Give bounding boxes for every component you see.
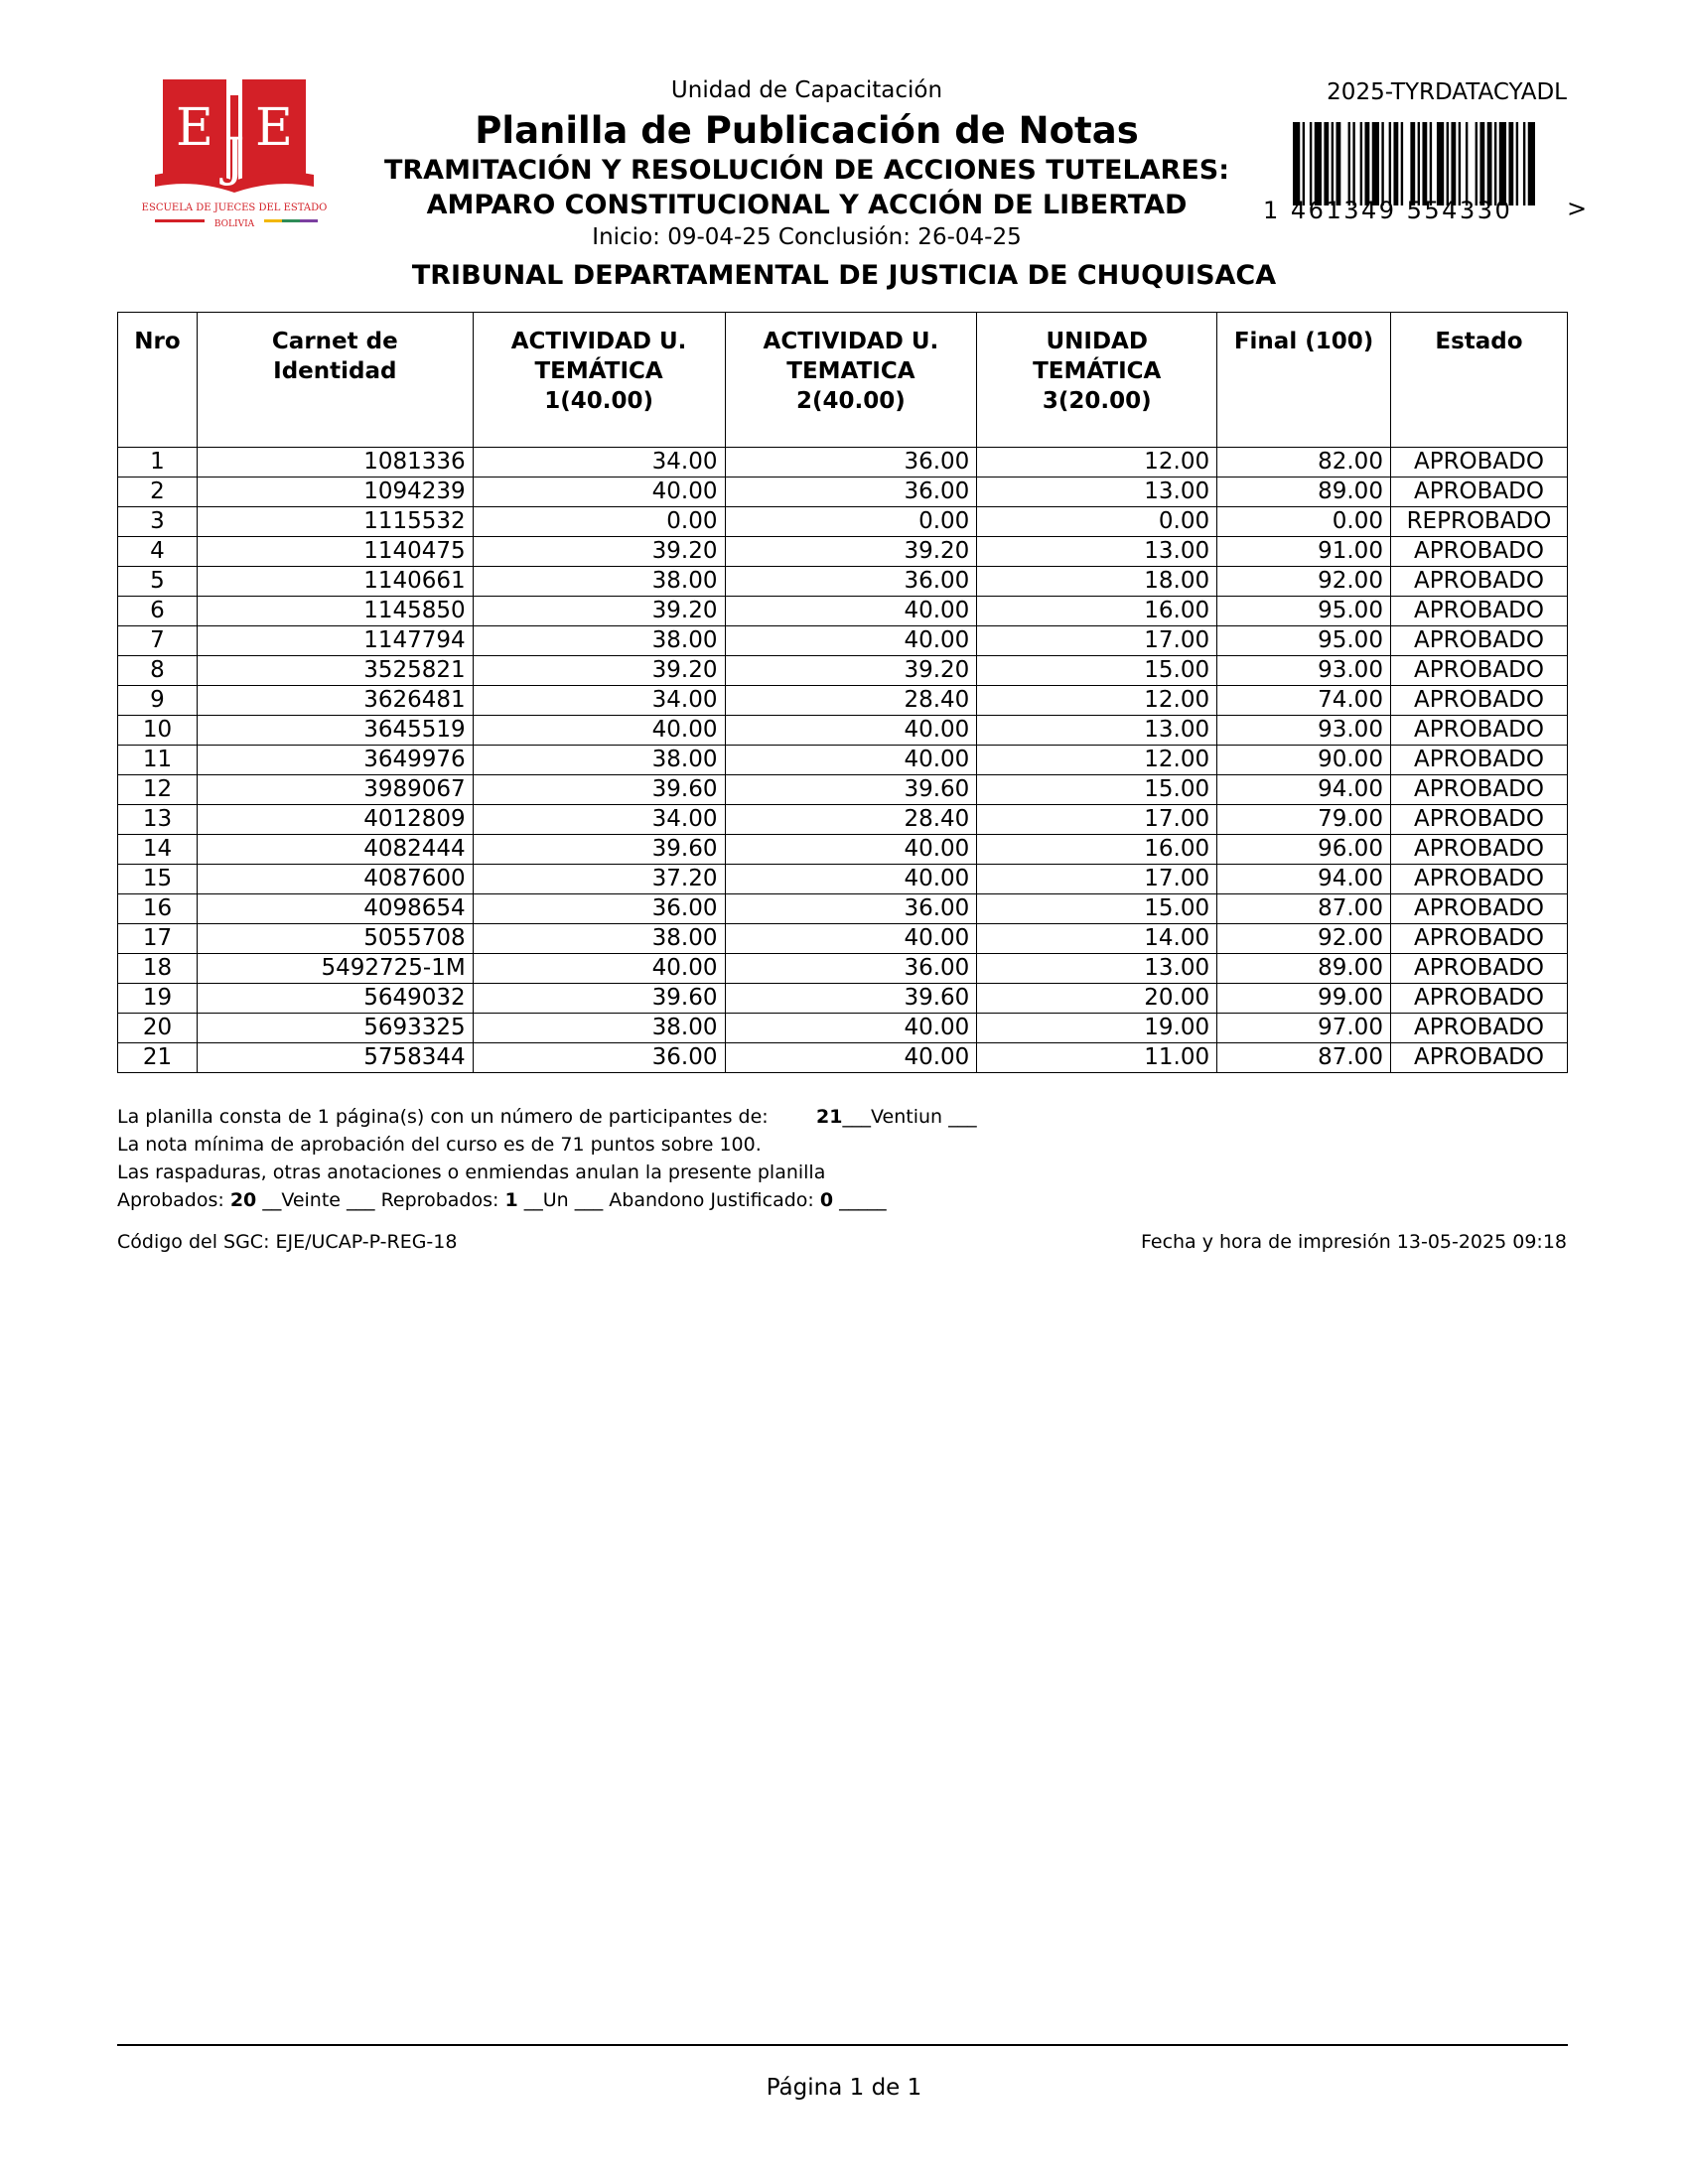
cell-actividad-2: 40.00 xyxy=(725,924,977,954)
results-summary: Aprobados: 20 __Veinte ___ Reprobados: 1 __Un ___ Abandono Justificado: 0 _____ xyxy=(117,1189,887,1211)
table-row xyxy=(118,537,1568,567)
cell-carnet: 3626481 xyxy=(197,686,473,716)
cell-final: 0.00 xyxy=(1217,507,1391,537)
cell-actividad-2: 0.00 xyxy=(725,507,977,537)
cell-nro: 18 xyxy=(118,954,198,984)
cell-unidad-3: 19.00 xyxy=(977,1014,1217,1043)
cell-final: 97.00 xyxy=(1217,1014,1391,1043)
cell-unidad-3: 15.00 xyxy=(977,894,1217,924)
document-code: 2025-TYRDATACYADL xyxy=(1327,79,1567,105)
cell-actividad-2: 40.00 xyxy=(725,1043,977,1073)
cell-actividad-1: 38.00 xyxy=(473,746,725,775)
cell-carnet: 3645519 xyxy=(197,716,473,746)
cell-nro: 17 xyxy=(118,924,198,954)
cell-unidad-3: 16.00 xyxy=(977,597,1217,626)
cell-unidad-3: 14.00 xyxy=(977,924,1217,954)
cell-estado: APROBADO xyxy=(1390,1014,1567,1043)
cell-actividad-1: 38.00 xyxy=(473,567,725,597)
cell-actividad-1: 0.00 xyxy=(473,507,725,537)
cell-estado: APROBADO xyxy=(1390,448,1567,478)
cell-nro: 15 xyxy=(118,865,198,894)
svg-text:E: E xyxy=(255,98,293,158)
course-title-line1: TRAMITACIÓN Y RESOLUCIÓN DE ACCIONES TUTELARES: xyxy=(383,155,1230,186)
table-row xyxy=(118,656,1568,686)
cell-carnet: 5055708 xyxy=(197,924,473,954)
cell-unidad-3: 18.00 xyxy=(977,567,1217,597)
cell-final: 90.00 xyxy=(1217,746,1391,775)
cell-actividad-2: 40.00 xyxy=(725,1014,977,1043)
table-row xyxy=(118,507,1568,537)
cell-actividad-1: 36.00 xyxy=(473,1043,725,1073)
participants-note: La planilla consta de 1 página(s) con un número de participantes de: 21___Ventiun ___ xyxy=(117,1106,977,1128)
cell-actividad-1: 34.00 xyxy=(473,686,725,716)
cell-final: 94.00 xyxy=(1217,775,1391,805)
cell-carnet: 1115532 xyxy=(197,507,473,537)
svg-text:ESCUELA DE JUECES DEL ESTADO: ESCUELA DE JUECES DEL ESTADO xyxy=(141,203,328,213)
table-row xyxy=(118,775,1568,805)
cell-unidad-3: 15.00 xyxy=(977,775,1217,805)
cell-actividad-1: 39.20 xyxy=(473,537,725,567)
cell-estado: APROBADO xyxy=(1390,865,1567,894)
erasure-note: Las raspaduras, otras anotaciones o enmiendas anulan la presente planilla xyxy=(117,1161,826,1183)
cell-unidad-3: 12.00 xyxy=(977,448,1217,478)
cell-final: 95.00 xyxy=(1217,597,1391,626)
cell-nro: 21 xyxy=(118,1043,198,1073)
cell-final: 91.00 xyxy=(1217,537,1391,567)
cell-final: 93.00 xyxy=(1217,656,1391,686)
cell-estado: APROBADO xyxy=(1390,716,1567,746)
cell-nro: 13 xyxy=(118,805,198,835)
cell-actividad-2: 36.00 xyxy=(725,894,977,924)
cell-estado: APROBADO xyxy=(1390,478,1567,507)
table-row xyxy=(118,567,1568,597)
table-row xyxy=(118,984,1568,1014)
cell-nro: 3 xyxy=(118,507,198,537)
cell-actividad-1: 36.00 xyxy=(473,894,725,924)
svg-text:J: J xyxy=(223,128,245,188)
cell-estado: APROBADO xyxy=(1390,894,1567,924)
cell-nro: 8 xyxy=(118,656,198,686)
cell-actividad-2: 40.00 xyxy=(725,835,977,865)
course-title-line2: AMPARO CONSTITUCIONAL Y ACCIÓN DE LIBERTAD xyxy=(426,190,1188,220)
cell-final: 74.00 xyxy=(1217,686,1391,716)
cell-actividad-2: 28.40 xyxy=(725,805,977,835)
cell-unidad-3: 0.00 xyxy=(977,507,1217,537)
cell-unidad-3: 17.00 xyxy=(977,865,1217,894)
cell-estado: APROBADO xyxy=(1390,567,1567,597)
cell-estado: APROBADO xyxy=(1390,984,1567,1014)
cell-carnet: 3525821 xyxy=(197,656,473,686)
cell-carnet: 5693325 xyxy=(197,1014,473,1043)
cell-unidad-3: 16.00 xyxy=(977,835,1217,865)
cell-actividad-1: 34.00 xyxy=(473,805,725,835)
cell-actividad-1: 39.60 xyxy=(473,775,725,805)
table-row xyxy=(118,626,1568,656)
cell-carnet: 3989067 xyxy=(197,775,473,805)
cell-unidad-3: 15.00 xyxy=(977,656,1217,686)
cell-carnet: 4098654 xyxy=(197,894,473,924)
cell-unidad-3: 20.00 xyxy=(977,984,1217,1014)
cell-actividad-2: 36.00 xyxy=(725,954,977,984)
cell-nro: 6 xyxy=(118,597,198,626)
cell-estado: APROBADO xyxy=(1390,924,1567,954)
cell-nro: 7 xyxy=(118,626,198,656)
cell-estado: APROBADO xyxy=(1390,597,1567,626)
cell-carnet: 3649976 xyxy=(197,746,473,775)
cell-actividad-2: 40.00 xyxy=(725,746,977,775)
table-row xyxy=(118,597,1568,626)
table-row xyxy=(118,478,1568,507)
cell-final: 92.00 xyxy=(1217,567,1391,597)
cell-actividad-2: 39.60 xyxy=(725,775,977,805)
cell-actividad-2: 36.00 xyxy=(725,478,977,507)
cell-carnet: 1140475 xyxy=(197,537,473,567)
cell-final: 89.00 xyxy=(1217,478,1391,507)
table-row xyxy=(118,894,1568,924)
table-row xyxy=(118,865,1568,894)
cell-nro: 5 xyxy=(118,567,198,597)
cell-estado: APROBADO xyxy=(1390,835,1567,865)
cell-final: 82.00 xyxy=(1217,448,1391,478)
cell-actividad-1: 38.00 xyxy=(473,924,725,954)
table-row xyxy=(118,835,1568,865)
cell-carnet: 5758344 xyxy=(197,1043,473,1073)
footer-divider xyxy=(117,2044,1568,2046)
cell-actividad-2: 36.00 xyxy=(725,448,977,478)
cell-nro: 16 xyxy=(118,894,198,924)
cell-estado: APROBADO xyxy=(1390,1043,1567,1073)
cell-actividad-1: 39.60 xyxy=(473,835,725,865)
cell-unidad-3: 17.00 xyxy=(977,805,1217,835)
cell-actividad-2: 40.00 xyxy=(725,626,977,656)
cell-carnet: 5649032 xyxy=(197,984,473,1014)
barcode-number: 1 461349 554330 xyxy=(1263,197,1513,224)
cell-actividad-1: 38.00 xyxy=(473,1014,725,1043)
min-grade-note: La nota mínima de aprobación del curso es de 71 puntos sobre 100. xyxy=(117,1134,762,1156)
cell-actividad-2: 40.00 xyxy=(725,716,977,746)
cell-actividad-2: 39.20 xyxy=(725,537,977,567)
cell-carnet: 1145850 xyxy=(197,597,473,626)
cell-actividad-1: 39.20 xyxy=(473,597,725,626)
cell-nro: 4 xyxy=(118,537,198,567)
cell-estado: APROBADO xyxy=(1390,656,1567,686)
cell-carnet: 4012809 xyxy=(197,805,473,835)
cell-actividad-1: 40.00 xyxy=(473,716,725,746)
cell-final: 99.00 xyxy=(1217,984,1391,1014)
barcode-arrow: > xyxy=(1567,195,1588,222)
barcode-icon xyxy=(1293,122,1535,205)
cell-nro: 1 xyxy=(118,448,198,478)
cell-unidad-3: 11.00 xyxy=(977,1043,1217,1073)
cell-carnet: 1081336 xyxy=(197,448,473,478)
cell-carnet: 5492725-1M xyxy=(197,954,473,984)
cell-nro: 14 xyxy=(118,835,198,865)
cell-final: 79.00 xyxy=(1217,805,1391,835)
course-dates: Inicio: 09-04-25 Conclusión: 26-04-25 xyxy=(592,224,1022,250)
cell-actividad-1: 39.60 xyxy=(473,984,725,1014)
cell-unidad-3: 13.00 xyxy=(977,954,1217,984)
cell-unidad-3: 13.00 xyxy=(977,478,1217,507)
unidad-label: Unidad de Capacitación xyxy=(670,77,943,103)
cell-estado: APROBADO xyxy=(1390,805,1567,835)
cell-actividad-2: 39.20 xyxy=(725,656,977,686)
page-title: Planilla de Publicación de Notas xyxy=(475,109,1139,152)
cell-estado: APROBADO xyxy=(1390,537,1567,567)
cell-final: 95.00 xyxy=(1217,626,1391,656)
cell-actividad-1: 37.20 xyxy=(473,865,725,894)
svg-text:E: E xyxy=(176,98,213,158)
cell-actividad-1: 34.00 xyxy=(473,448,725,478)
cell-nro: 20 xyxy=(118,1014,198,1043)
cell-actividad-2: 40.00 xyxy=(725,865,977,894)
header-carnet: Carnet de Identidad xyxy=(197,313,473,448)
cell-carnet: 1140661 xyxy=(197,567,473,597)
cell-nro: 2 xyxy=(118,478,198,507)
cell-actividad-1: 40.00 xyxy=(473,478,725,507)
cell-carnet: 4082444 xyxy=(197,835,473,865)
cell-nro: 12 xyxy=(118,775,198,805)
cell-nro: 11 xyxy=(118,746,198,775)
cell-estado: APROBADO xyxy=(1390,686,1567,716)
cell-nro: 19 xyxy=(118,984,198,1014)
table-row xyxy=(118,686,1568,716)
table-header-row xyxy=(118,313,1568,448)
cell-carnet: 1094239 xyxy=(197,478,473,507)
cell-estado: REPROBADO xyxy=(1390,507,1567,537)
cell-final: 94.00 xyxy=(1217,865,1391,894)
cell-unidad-3: 12.00 xyxy=(977,746,1217,775)
cell-estado: APROBADO xyxy=(1390,626,1567,656)
cell-carnet: 4087600 xyxy=(197,865,473,894)
cell-actividad-2: 36.00 xyxy=(725,567,977,597)
cell-nro: 9 xyxy=(118,686,198,716)
cell-unidad-3: 13.00 xyxy=(977,716,1217,746)
cell-final: 96.00 xyxy=(1217,835,1391,865)
sgc-code: Código del SGC: EJE/UCAP-P-REG-18 xyxy=(117,1231,458,1253)
header-unidad-3: UNIDAD TEMÁTICA 3(20.00) xyxy=(977,313,1217,448)
cell-unidad-3: 12.00 xyxy=(977,686,1217,716)
tribunal-name: TRIBUNAL DEPARTAMENTAL DE JUSTICIA DE CHUQUISACA xyxy=(411,260,1277,291)
header-final: Final (100) xyxy=(1217,313,1391,448)
cell-actividad-2: 28.40 xyxy=(725,686,977,716)
table-row xyxy=(118,448,1568,478)
cell-estado: APROBADO xyxy=(1390,746,1567,775)
cell-final: 87.00 xyxy=(1217,894,1391,924)
cell-actividad-1: 40.00 xyxy=(473,954,725,984)
cell-actividad-2: 39.60 xyxy=(725,984,977,1014)
table-row xyxy=(118,924,1568,954)
cell-actividad-1: 38.00 xyxy=(473,626,725,656)
table-row xyxy=(118,1043,1568,1073)
cell-carnet: 1147794 xyxy=(197,626,473,656)
cell-final: 93.00 xyxy=(1217,716,1391,746)
cell-final: 89.00 xyxy=(1217,954,1391,984)
print-datetime: Fecha y hora de impresión 13-05-2025 09:18 xyxy=(1140,1231,1567,1253)
table-row xyxy=(118,716,1568,746)
table-row xyxy=(118,954,1568,984)
table-row xyxy=(118,1014,1568,1043)
cell-unidad-3: 17.00 xyxy=(977,626,1217,656)
header-estado: Estado xyxy=(1390,313,1567,448)
cell-final: 87.00 xyxy=(1217,1043,1391,1073)
cell-estado: APROBADO xyxy=(1390,954,1567,984)
cell-estado: APROBADO xyxy=(1390,775,1567,805)
cell-actividad-1: 39.20 xyxy=(473,656,725,686)
header-nro: Nro xyxy=(118,313,198,448)
cell-actividad-2: 40.00 xyxy=(725,597,977,626)
header-actividad-1: ACTIVIDAD U. TEMÁTICA 1(40.00) xyxy=(473,313,725,448)
svg-text:BOLIVIA: BOLIVIA xyxy=(213,219,255,229)
table-row xyxy=(118,746,1568,775)
grades-table xyxy=(117,312,1568,1073)
cell-nro: 10 xyxy=(118,716,198,746)
page-number: Página 1 de 1 xyxy=(766,2075,922,2101)
cell-unidad-3: 13.00 xyxy=(977,537,1217,567)
cell-final: 92.00 xyxy=(1217,924,1391,954)
table-row xyxy=(118,805,1568,835)
header-actividad-2: ACTIVIDAD U. TEMATICA 2(40.00) xyxy=(725,313,977,448)
